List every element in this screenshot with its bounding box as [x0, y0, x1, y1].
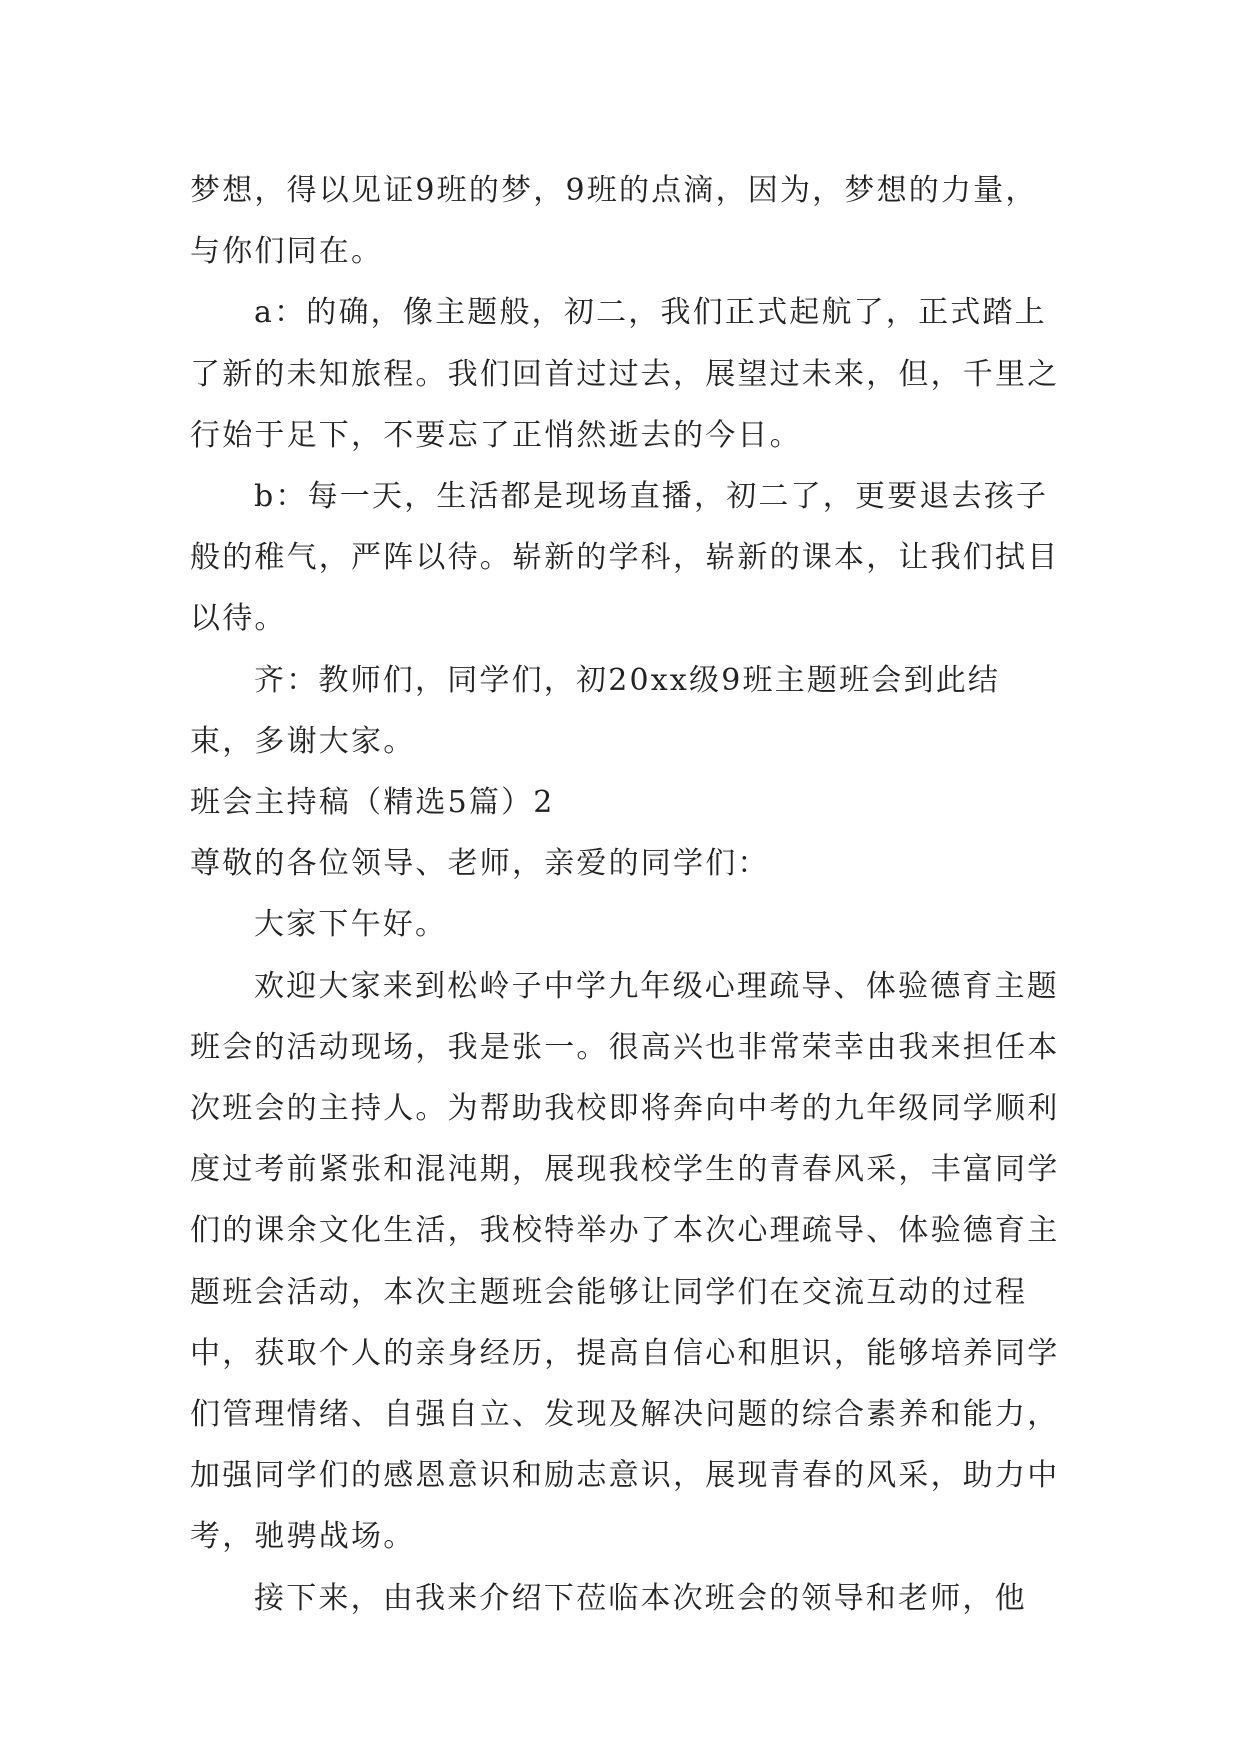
paragraph-host-b: b：每一天，生活都是现场直播，初二了，更要退去孩子般的稚气，严阵以待。崭新的学科，崭新的课本，让我们拭目以待。: [190, 479, 1060, 637]
paragraph-host-a: a：的确，像主题般，初二，我们正式起航了，正式踏上了新的未知旅程。我们回首过过去，展望过未来，但，千里之行始于足下，不要忘了正悄然逝去的今日。: [190, 295, 1060, 453]
paragraph-dream-closing: 梦想，得以见证9班的梦，9班的点滴，因为，梦想的力量，与你们同在。: [190, 173, 1038, 270]
section-heading: 班会主持稿（精选5篇）2: [190, 785, 555, 821]
greeting: 大家下午好。: [254, 907, 448, 943]
paragraph-together-closing: 齐：教师们，同学们，初20xx级9班主题班会到此结束，多谢大家。: [190, 662, 1001, 759]
paragraph-introduction: 接下来，由我来介绍下莅临本次班会的领导和老师，他: [254, 1580, 1027, 1616]
salutation: 尊敬的各位领导、老师，亲爱的同学们：: [190, 846, 770, 882]
document-body: [190, 160, 1060, 1629]
paragraph-welcome: 欢迎大家来到松岭子中学九年级心理疏导、体验德育主题班会的活动现场，我是张一。很高兴也非常荣幸由我来担任本次班会的主持人。为帮助我校即将奔向中考的九年级同学顺利度过考前紧张和混沌期，展现我校学生的青春风采，丰富同学们的课余文化生活，我校特举办了本次心理疏导、体验德育主题班会活动，本次主题班会能够让同学们在交流互动的过程中，获取个人的亲身经历，提高自信心和胆识，能够培养同学们管理情绪、自强自立、发现及解决问题的综合素养和能力，加强同学们的感恩意识和励志意识，展现青春的风采，助力中考，驰骋战场。: [190, 968, 1060, 1555]
